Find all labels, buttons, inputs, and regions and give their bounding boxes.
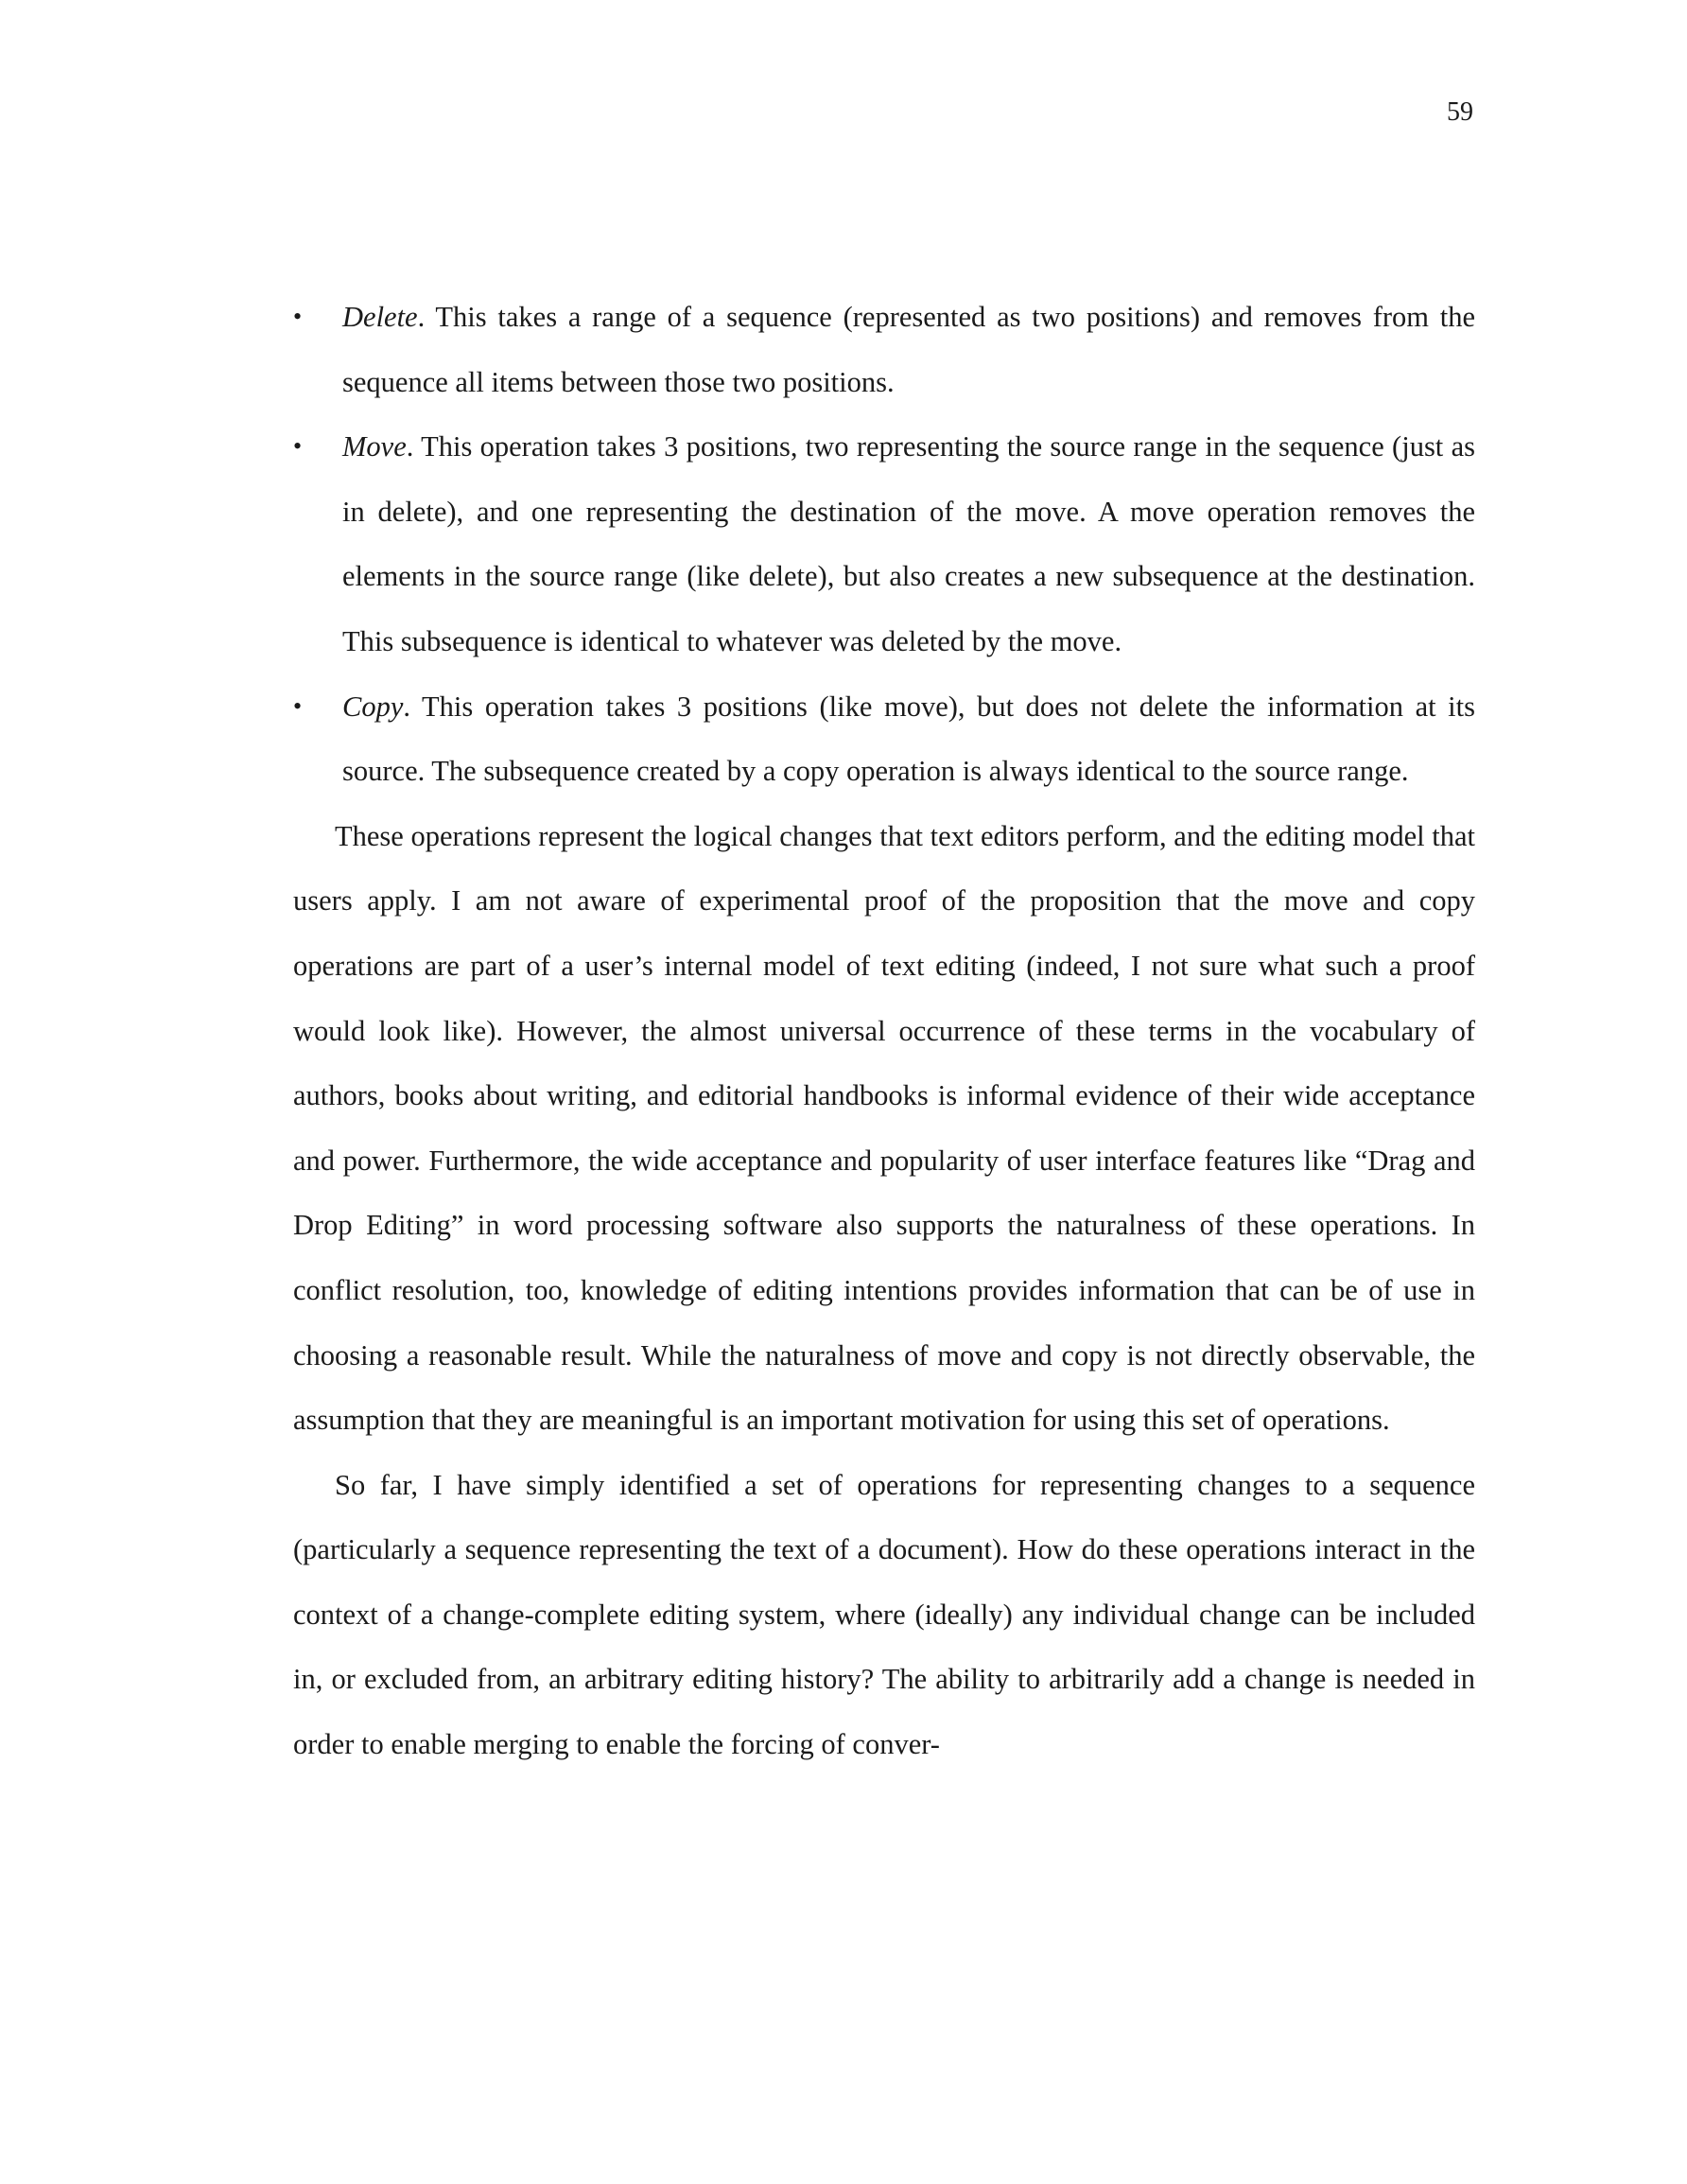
page-number: 59 bbox=[1447, 97, 1473, 127]
paragraph-operations-meaning: These operations represent the logical changes that text editors perform, and the editing model that users apply. I am not aware of experimental proof of the proposition that the move and copy operations are part of a user’s internal model of text editing (indeed, I not sure what such a proof would look like). However, the almost universal occurrence of these terms in the vocabulary of authors, books about writing, and editorial handbooks is informal evidence of their wide acceptance and power. Furthermore, the wide acceptance and popularity of user interface features like “Drag and Drop Editing” in word processing software also supports the naturalness of these operations. In conflict resolution, too, knowledge of editing intentions provides information that can be of use in choosing a reasonable result. While the naturalness of move and copy is not directly observable, the assumption that they are meaningful is an important motivation for using this set of operations. bbox=[293, 819, 1475, 1437]
page-body bbox=[293, 285, 1475, 1777]
term-delete: Delete bbox=[342, 301, 418, 333]
operations-list bbox=[293, 285, 1475, 804]
description-delete: . This takes a range of a sequence (represented as two positions) and removes from the sequence all items between those two positions. bbox=[342, 301, 1475, 398]
list-item-delete bbox=[293, 285, 1475, 414]
paragraph-operations-interaction: So far, I have simply identified a set of operations for representing changes to a sequence (particularly a sequence representing the text of a document). How do these operations interact in the context of a change-complete editing system, where (ideally) any individual change can be included in, or excluded from, an arbitrary editing history? The ability to arbitrarily add a change is needed in order to enable merging to enable the forcing of conver- bbox=[293, 1468, 1475, 1761]
description-move: . This operation takes 3 positions, two representing the source range in the sequence (just as in delete), and one representing the destination of the move. A move operation removes the elements in the source range (like delete), but also creates a new subsequence at the destination. This subsequence is identical to whatever was deleted by the move. bbox=[342, 430, 1475, 657]
list-item-copy bbox=[293, 674, 1475, 804]
bullet-icon: • bbox=[293, 432, 303, 461]
term-copy: Copy bbox=[342, 690, 404, 723]
bullet-icon: • bbox=[293, 691, 303, 720]
bullet-icon: • bbox=[293, 303, 303, 330]
description-copy: . This operation takes 3 positions (like move), but does not delete the information at its source. The subsequence created by a copy operation is always identical to the source range. bbox=[342, 690, 1475, 788]
list-item-move bbox=[293, 414, 1475, 673]
term-move: Move bbox=[342, 430, 407, 463]
